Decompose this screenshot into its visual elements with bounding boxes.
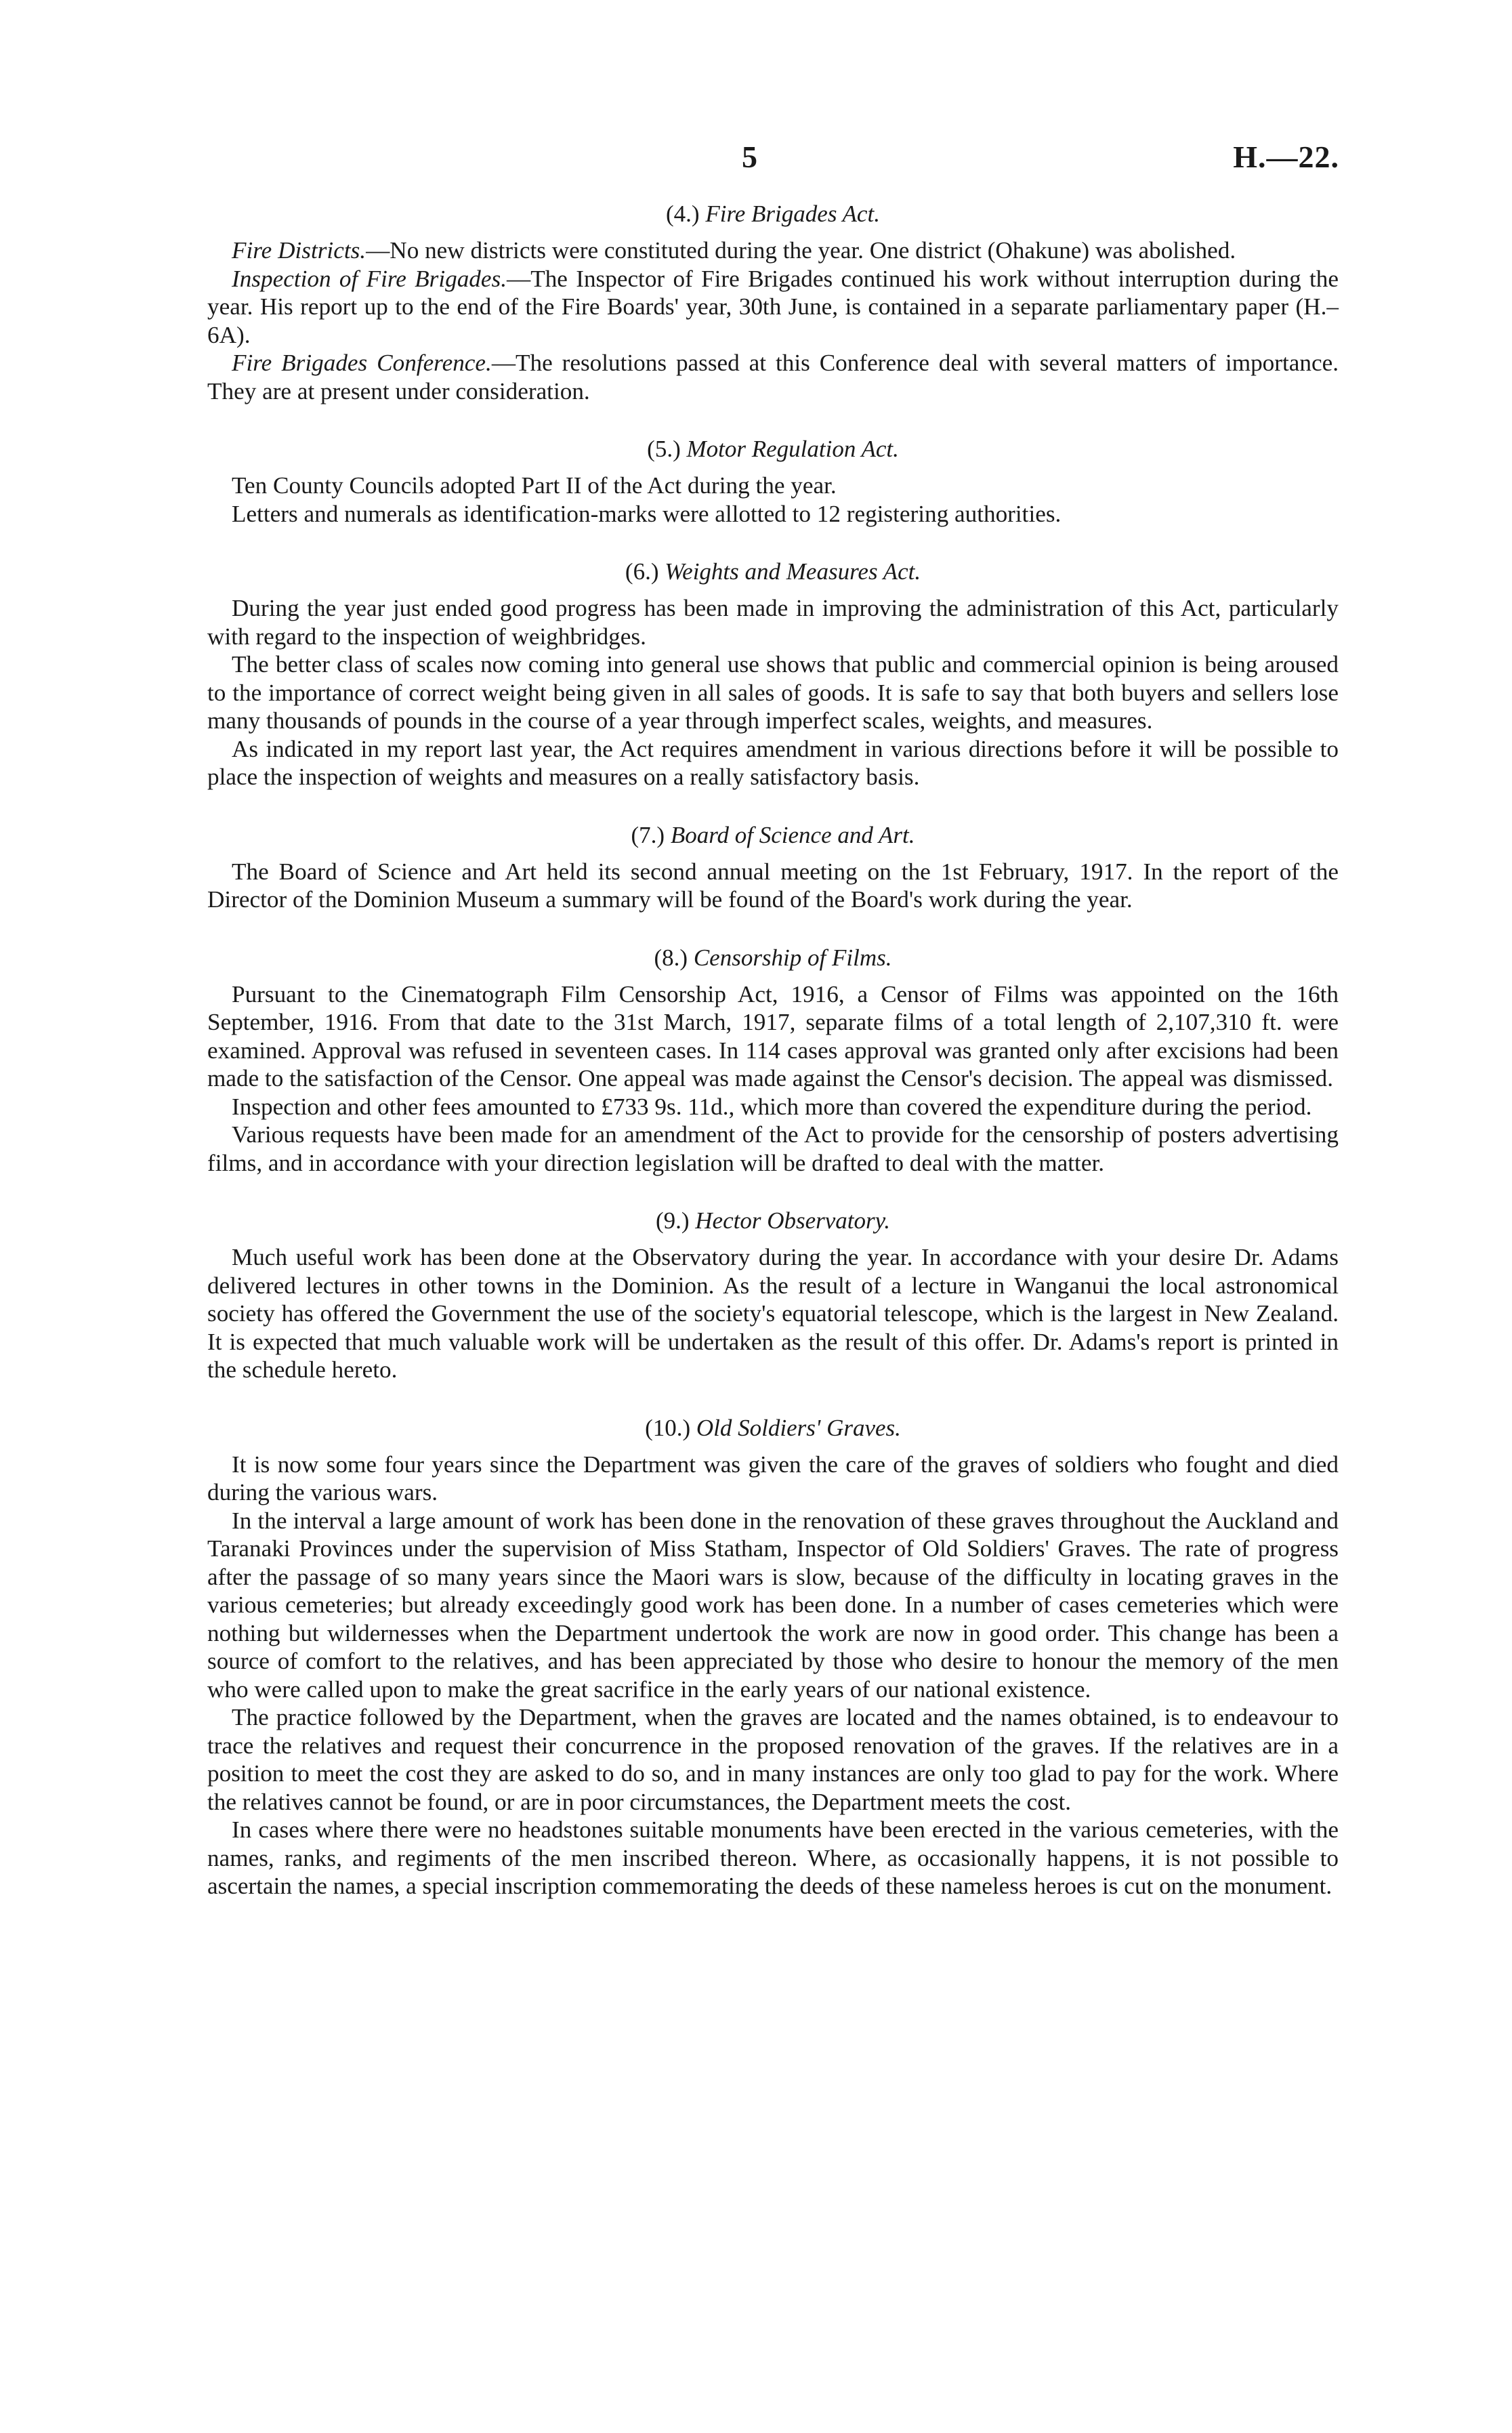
section-heading: [207, 944, 1339, 972]
section: [207, 1414, 1339, 1900]
document-reference: H.—22.: [1233, 140, 1339, 174]
section-number: (4.): [666, 201, 700, 227]
paragraph-text: Letters and numerals as identification-marks were allotted to 12 registering authorities.: [232, 500, 1062, 527]
paragraph-text: The Board of Science and Art held its second annual meeting on the 1st February, 1917. In the report of the Director of the Dominion Museum a summary will be found of the Board's work during the year.: [207, 858, 1339, 913]
section-heading: [207, 1207, 1339, 1235]
paragraph-text: The practice followed by the Department, when the graves are located and the names obtained, is to endeavour to trace the relatives and request their concurrence in the proposed renovation of the graves. If the relatives are in a position to meet the cost they are asked to do so, and in many instances are only too glad to pay for the work. Where the relatives cannot be found, or are in poor circumstances, the Department meets the cost.: [207, 1704, 1339, 1815]
paragraph: [207, 265, 1339, 350]
section-title: Censorship of Films.: [693, 944, 892, 971]
paragraph: [207, 1816, 1339, 1900]
paragraph: [207, 1703, 1339, 1816]
paragraph-lead: Fire Districts.: [232, 237, 366, 264]
paragraph: [207, 980, 1339, 1093]
section-heading: [207, 1414, 1339, 1442]
section-heading: [207, 435, 1339, 463]
section-title: Weights and Measures Act.: [665, 558, 921, 585]
section-heading: [207, 821, 1339, 850]
paragraph-text: Much useful work has been done at the Observatory during the year. In accordance with your desire Dr. Adams delivered lectures in other towns in the Dominion. As the result of a lecture in Wanganui the local astronomical society has offered the Government the use of the society's equatorial telescope, which is the largest in New Zealand. It is expected that much valuable work will be undertaken as the result of this offer. Dr. Adams's report is printed in the schedule hereto.: [207, 1244, 1339, 1383]
paragraph-text: Various requests have been made for an amendment of the Act to provide for the censorship of posters advertising films, and in accordance with your direction legislation will be drafted to deal with the matter.: [207, 1121, 1339, 1176]
paragraph: [207, 1093, 1339, 1121]
section-title: Board of Science and Art.: [670, 821, 915, 848]
section-title: Hector Observatory.: [695, 1207, 891, 1234]
paragraph-text: In the interval a large amount of work has been done in the renovation of these graves throughout the Auckland and Taranaki Provinces under the supervision of Miss Statham, Inspector of Old Soldiers' Graves. The rate of progress after the passage of so many years since the Maori wars is slow, because of the difficulty in locating graves in the various cemeteries; but already exceedingly good work has been done. In a number of cases cemeteries which were nothing but wildernesses when the Department undertook the work are now in good order. This change has been a source of comfort to the relatives, and has been appreciated by those who desire to honour the memory of the men who were called upon to make the great sacrifice in the early years of our national existence.: [207, 1507, 1339, 1703]
paragraph: [207, 236, 1339, 265]
section-title: Old Soldiers' Graves.: [696, 1414, 901, 1441]
paragraph: [207, 858, 1339, 914]
paragraph-text: In cases where there were no headstones suitable monuments have been erected in the various cemeteries, with the names, ranks, and regiments of the men inscribed thereon. Where, as occasionally happens, it is not possible to ascertain the names, a special inscription commemorating the deeds of these nameless heroes is cut on the monument.: [207, 1816, 1339, 1899]
section-heading: [207, 200, 1339, 228]
paragraph-text: —No new districts were constituted during the year. One district (Ohakune) was abolished.: [366, 237, 1236, 264]
section: [207, 435, 1339, 528]
section: [207, 558, 1339, 791]
section-heading: [207, 558, 1339, 586]
paragraph-text: —The Inspector of Fire Brigades continued his work without interruption during the year. His report up to the end of the Fire Boards' year, 30th June, is contained in a separate parliamentary paper (H.–6A).: [207, 265, 1339, 348]
section: [207, 821, 1339, 914]
paragraph: [207, 1121, 1339, 1177]
paragraph: [207, 1243, 1339, 1384]
section-number: (10.): [645, 1414, 691, 1441]
paragraph-lead: Inspection of Fire Brigades.: [232, 265, 507, 292]
paragraph-text: Inspection and other fees amounted to £733 9s. 11d., which more than covered the expenditure during the period.: [232, 1093, 1312, 1120]
section-number: (8.): [654, 944, 688, 971]
section: [207, 944, 1339, 1178]
section-number: (7.): [631, 821, 665, 848]
paragraph-lead: Fire Brigades Conference.: [232, 350, 492, 376]
paragraph-text: Pursuant to the Cinematograph Film Censorship Act, 1916, a Censor of Films was appointed on the 16th September, 1916. From that date to the 31st March, 1917, separate films of a total length of 2,107,310 ft. were examined. Approval was refused in seventeen cases. In 114 cases approval was granted only after excisions had been made to the satisfaction of the Censor. One appeal was made against the Censor's decision. The appeal was dismissed.: [207, 980, 1339, 1091]
paragraph-text: Ten County Councils adopted Part II of the Act during the year.: [232, 472, 837, 499]
paragraph-text: —The resolutions passed at this Conference deal with several matters of importance. They are at present under consideration.: [207, 350, 1339, 404]
page-number: 5: [742, 140, 757, 174]
paragraph: [207, 650, 1339, 735]
paragraph: [207, 472, 1339, 500]
paragraph: [207, 1451, 1339, 1507]
section-number: (5.): [647, 436, 681, 462]
paragraph: [207, 735, 1339, 791]
section: [207, 1207, 1339, 1384]
paragraph: [207, 594, 1339, 650]
paragraph-text: As indicated in my report last year, the Act requires amendment in various directions before it will be possible to place the inspection of weights and measures on a really satisfactory basis.: [207, 735, 1339, 790]
section-title: Motor Regulation Act.: [686, 436, 899, 462]
section-title: Fire Brigades Act.: [705, 201, 880, 227]
paragraph-text: During the year just ended good progress has been made in improving the administration of this Act, particularly with regard to the inspection of weighbridges.: [207, 595, 1339, 650]
document-body: [207, 200, 1339, 1930]
paragraph-text: The better class of scales now coming into general use shows that public and commercial opinion is being aroused to the importance of correct weight being given in all sales of goods. It is safe to say that both buyers and sellers lose many thousands of pounds in the course of a year through imperfect scales, weights, and measures.: [207, 651, 1339, 734]
paragraph-text: It is now some four years since the Department was given the care of the graves of soldiers who fought and died during the various wars.: [207, 1451, 1339, 1505]
section-number: (9.): [655, 1207, 690, 1234]
section-number: (6.): [625, 558, 659, 585]
paragraph: [207, 349, 1339, 405]
section: [207, 200, 1339, 405]
paragraph: [207, 1507, 1339, 1704]
paragraph: [207, 500, 1339, 528]
